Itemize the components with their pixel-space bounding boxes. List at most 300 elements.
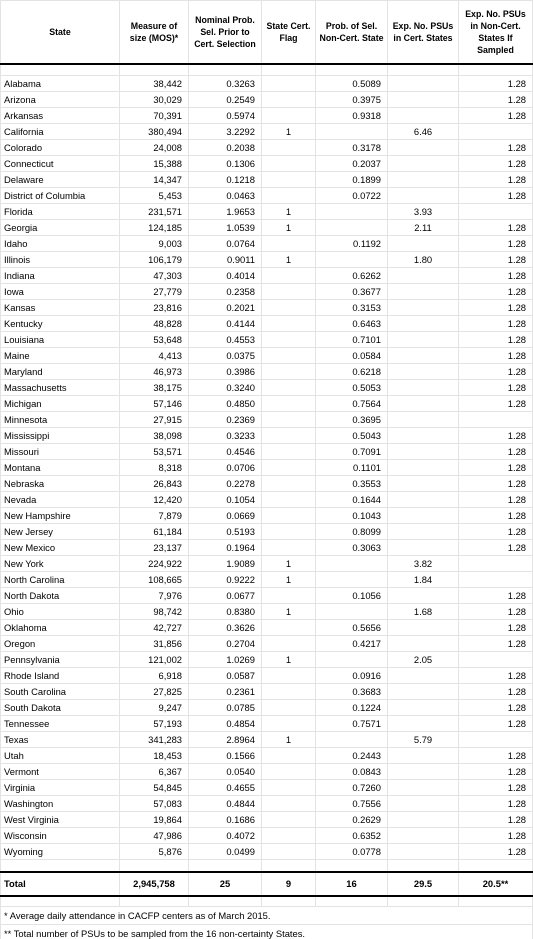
cell-exp-psus-noncert — [459, 556, 533, 572]
cell-cert-flag: 1 — [262, 732, 316, 748]
cell-cert-flag — [262, 668, 316, 684]
cell-mos: 31,856 — [120, 636, 189, 652]
cell-exp-psus-noncert: 1.28 — [459, 748, 533, 764]
cell-mos: 53,648 — [120, 332, 189, 348]
cell-cert-flag — [262, 316, 316, 332]
cell-state: Kentucky — [1, 316, 120, 332]
cell-mos: 9,003 — [120, 236, 189, 252]
cell-prob-noncert: 0.3695 — [316, 412, 388, 428]
cell-prob-noncert — [316, 124, 388, 140]
table-row — [1, 428, 533, 444]
cell-exp-psus-cert: 5.79 — [388, 732, 459, 748]
cell-mos: 7,879 — [120, 508, 189, 524]
cell-exp-psus-cert: 2.05 — [388, 652, 459, 668]
cell-cert-flag — [262, 140, 316, 156]
cell-exp-psus-cert — [388, 396, 459, 412]
cell-exp-psus-noncert: 1.28 — [459, 844, 533, 860]
cell-state: District of Columbia — [1, 188, 120, 204]
cell-nominal-prob: 0.0669 — [189, 508, 262, 524]
cell-mos: 224,922 — [120, 556, 189, 572]
cell-cert-flag — [262, 268, 316, 284]
cell-prob-noncert: 0.7571 — [316, 716, 388, 732]
cell-prob-noncert: 0.5053 — [316, 380, 388, 396]
cell-nominal-prob: 1.9653 — [189, 204, 262, 220]
cell-exp-psus-noncert — [459, 652, 533, 668]
cell-cert-flag: 1 — [262, 572, 316, 588]
cell-nominal-prob: 0.2021 — [189, 300, 262, 316]
total-cell-cert-flag: 9 — [262, 872, 316, 896]
cell-state: Pennsylvania — [1, 652, 120, 668]
footnote-text: ** Total number of PSUs to be sampled from the 16 non-certainty States. — [1, 925, 533, 939]
cell-exp-psus-noncert: 1.28 — [459, 476, 533, 492]
cell-nominal-prob: 1.9089 — [189, 556, 262, 572]
cell-exp-psus-cert — [388, 268, 459, 284]
col-header-exp-psus-cert: Exp. No. PSUs in Cert. States — [388, 1, 459, 64]
cell-state: Texas — [1, 732, 120, 748]
cell-nominal-prob: 0.0463 — [189, 188, 262, 204]
cell-cert-flag — [262, 108, 316, 124]
table-row — [1, 716, 533, 732]
cell-cert-flag — [262, 460, 316, 476]
cell-exp-psus-cert — [388, 636, 459, 652]
cell-exp-psus-noncert: 1.28 — [459, 684, 533, 700]
cell-cert-flag — [262, 716, 316, 732]
cell-exp-psus-noncert — [459, 412, 533, 428]
table-row — [1, 284, 533, 300]
table-row — [1, 460, 533, 476]
cell-state: Oregon — [1, 636, 120, 652]
table-row — [1, 380, 533, 396]
cell-mos: 30,029 — [120, 92, 189, 108]
table-row — [1, 204, 533, 220]
table-row — [1, 300, 533, 316]
cell-state: North Dakota — [1, 588, 120, 604]
cell-exp-psus-noncert: 1.28 — [459, 604, 533, 620]
table-row — [1, 156, 533, 172]
footnote-row — [1, 925, 533, 939]
cell-exp-psus-cert: 1.68 — [388, 604, 459, 620]
cell-state: Alabama — [1, 76, 120, 92]
total-cell-prob-noncert: 16 — [316, 872, 388, 896]
cell-nominal-prob: 0.4844 — [189, 796, 262, 812]
cell-prob-noncert: 0.1224 — [316, 700, 388, 716]
cell-mos: 341,283 — [120, 732, 189, 748]
cell-state: Georgia — [1, 220, 120, 236]
cell-exp-psus-noncert: 1.28 — [459, 284, 533, 300]
table-row — [1, 844, 533, 860]
cell-state: Nebraska — [1, 476, 120, 492]
cell-prob-noncert: 0.3153 — [316, 300, 388, 316]
cell-exp-psus-noncert: 1.28 — [459, 92, 533, 108]
cell-nominal-prob: 0.1218 — [189, 172, 262, 188]
cell-exp-psus-noncert: 1.28 — [459, 428, 533, 444]
cell-exp-psus-noncert: 1.28 — [459, 348, 533, 364]
table-row — [1, 508, 533, 524]
cell-mos: 121,002 — [120, 652, 189, 668]
cell-prob-noncert: 0.3677 — [316, 284, 388, 300]
col-header-mos: Measure of size (MOS)* — [120, 1, 189, 64]
cell-prob-noncert: 0.6218 — [316, 364, 388, 380]
cell-prob-noncert: 0.1899 — [316, 172, 388, 188]
cell-prob-noncert: 0.7564 — [316, 396, 388, 412]
cell-exp-psus-noncert: 1.28 — [459, 828, 533, 844]
cell-exp-psus-noncert: 1.28 — [459, 108, 533, 124]
cell-state: Vermont — [1, 764, 120, 780]
cell-exp-psus-noncert: 1.28 — [459, 588, 533, 604]
table-row — [1, 412, 533, 428]
cell-exp-psus-noncert: 1.28 — [459, 492, 533, 508]
cell-cert-flag: 1 — [262, 556, 316, 572]
cell-mos: 48,828 — [120, 316, 189, 332]
cell-nominal-prob: 0.4553 — [189, 332, 262, 348]
cell-cert-flag — [262, 76, 316, 92]
cell-cert-flag — [262, 492, 316, 508]
cell-exp-psus-noncert: 1.28 — [459, 444, 533, 460]
cell-mos: 380,494 — [120, 124, 189, 140]
cell-cert-flag — [262, 428, 316, 444]
cell-mos: 38,175 — [120, 380, 189, 396]
col-header-exp-psus-noncert: Exp. No. PSUs in Non-Cert. States If Sampled — [459, 1, 533, 64]
cell-cert-flag — [262, 396, 316, 412]
cell-prob-noncert: 0.4217 — [316, 636, 388, 652]
cell-exp-psus-cert — [388, 444, 459, 460]
table-row — [1, 108, 533, 124]
cell-exp-psus-cert — [388, 236, 459, 252]
cell-nominal-prob: 0.4072 — [189, 828, 262, 844]
table-row — [1, 764, 533, 780]
total-cell-mos: 2,945,758 — [120, 872, 189, 896]
cell-mos: 27,915 — [120, 412, 189, 428]
cell-mos: 98,742 — [120, 604, 189, 620]
cell-exp-psus-noncert — [459, 124, 533, 140]
cell-cert-flag: 1 — [262, 220, 316, 236]
footnote-row — [1, 907, 533, 925]
cell-nominal-prob: 0.2361 — [189, 684, 262, 700]
cell-exp-psus-cert — [388, 812, 459, 828]
cell-nominal-prob: 0.1566 — [189, 748, 262, 764]
cell-prob-noncert: 0.1644 — [316, 492, 388, 508]
cell-mos: 26,843 — [120, 476, 189, 492]
table-row — [1, 476, 533, 492]
cell-state: Montana — [1, 460, 120, 476]
cell-state: Indiana — [1, 268, 120, 284]
header-row — [1, 1, 533, 64]
cell-mos: 5,876 — [120, 844, 189, 860]
cell-exp-psus-cert: 6.46 — [388, 124, 459, 140]
cell-state: Massachusetts — [1, 380, 120, 396]
cell-exp-psus-cert — [388, 588, 459, 604]
cell-state: Rhode Island — [1, 668, 120, 684]
cell-exp-psus-cert — [388, 364, 459, 380]
cell-nominal-prob: 0.0785 — [189, 700, 262, 716]
cell-exp-psus-cert — [388, 796, 459, 812]
cell-mos: 5,453 — [120, 188, 189, 204]
cell-state: Tennessee — [1, 716, 120, 732]
cell-exp-psus-cert — [388, 540, 459, 556]
table-row — [1, 268, 533, 284]
cell-prob-noncert: 0.5089 — [316, 76, 388, 92]
cell-exp-psus-noncert: 1.28 — [459, 700, 533, 716]
cell-exp-psus-cert — [388, 316, 459, 332]
cell-exp-psus-cert: 3.82 — [388, 556, 459, 572]
cell-cert-flag — [262, 92, 316, 108]
cell-exp-psus-noncert: 1.28 — [459, 236, 533, 252]
cell-mos: 42,727 — [120, 620, 189, 636]
cell-exp-psus-noncert — [459, 204, 533, 220]
total-row — [1, 872, 533, 896]
cell-cert-flag — [262, 332, 316, 348]
cell-nominal-prob: 2.8964 — [189, 732, 262, 748]
cell-cert-flag — [262, 764, 316, 780]
col-header-state: State — [1, 1, 120, 64]
cell-cert-flag — [262, 828, 316, 844]
cell-exp-psus-cert — [388, 108, 459, 124]
cell-exp-psus-noncert: 1.28 — [459, 380, 533, 396]
footnote-text: * Average daily attendance in CACFP centers as of March 2015. — [1, 907, 533, 925]
cell-cert-flag — [262, 812, 316, 828]
cell-mos: 47,303 — [120, 268, 189, 284]
table-row — [1, 556, 533, 572]
table-row — [1, 732, 533, 748]
cell-nominal-prob: 0.4850 — [189, 396, 262, 412]
cell-nominal-prob: 0.3240 — [189, 380, 262, 396]
cell-cert-flag — [262, 524, 316, 540]
cell-prob-noncert: 0.2037 — [316, 156, 388, 172]
cell-state: North Carolina — [1, 572, 120, 588]
cell-mos: 24,008 — [120, 140, 189, 156]
cell-exp-psus-cert — [388, 844, 459, 860]
cell-exp-psus-cert: 3.93 — [388, 204, 459, 220]
table-row — [1, 572, 533, 588]
cell-state: Wyoming — [1, 844, 120, 860]
cell-nominal-prob: 0.5974 — [189, 108, 262, 124]
cell-mos: 38,442 — [120, 76, 189, 92]
cell-state: Missouri — [1, 444, 120, 460]
cell-state: Idaho — [1, 236, 120, 252]
cell-state: Connecticut — [1, 156, 120, 172]
cell-exp-psus-cert: 1.80 — [388, 252, 459, 268]
cell-cert-flag — [262, 156, 316, 172]
table-row — [1, 748, 533, 764]
cell-exp-psus-noncert: 1.28 — [459, 620, 533, 636]
cell-exp-psus-noncert: 1.28 — [459, 780, 533, 796]
cell-nominal-prob: 0.4854 — [189, 716, 262, 732]
cell-state: Washington — [1, 796, 120, 812]
cell-nominal-prob: 0.0587 — [189, 668, 262, 684]
cell-prob-noncert: 0.2443 — [316, 748, 388, 764]
table-row — [1, 652, 533, 668]
cell-state: West Virginia — [1, 812, 120, 828]
cell-cert-flag — [262, 476, 316, 492]
cell-mos: 18,453 — [120, 748, 189, 764]
cell-prob-noncert: 0.1192 — [316, 236, 388, 252]
cell-nominal-prob: 0.1054 — [189, 492, 262, 508]
cell-mos: 38,098 — [120, 428, 189, 444]
cell-exp-psus-cert: 2.11 — [388, 220, 459, 236]
cell-cert-flag — [262, 364, 316, 380]
cell-state: South Dakota — [1, 700, 120, 716]
table-row — [1, 796, 533, 812]
cell-prob-noncert: 0.7091 — [316, 444, 388, 460]
cell-exp-psus-noncert: 1.28 — [459, 540, 533, 556]
cell-prob-noncert: 0.8099 — [316, 524, 388, 540]
cell-exp-psus-cert — [388, 620, 459, 636]
cell-mos: 4,413 — [120, 348, 189, 364]
cell-nominal-prob: 0.5193 — [189, 524, 262, 540]
spacer-row — [1, 860, 533, 872]
cell-nominal-prob: 0.2358 — [189, 284, 262, 300]
cell-exp-psus-cert — [388, 92, 459, 108]
cell-cert-flag — [262, 700, 316, 716]
cell-prob-noncert: 0.6352 — [316, 828, 388, 844]
cell-nominal-prob: 0.0764 — [189, 236, 262, 252]
cell-prob-noncert: 0.3683 — [316, 684, 388, 700]
cell-exp-psus-noncert: 1.28 — [459, 76, 533, 92]
cell-cert-flag — [262, 444, 316, 460]
cell-nominal-prob: 0.0677 — [189, 588, 262, 604]
cell-nominal-prob: 0.0540 — [189, 764, 262, 780]
cell-cert-flag: 1 — [262, 652, 316, 668]
cell-prob-noncert: 0.1043 — [316, 508, 388, 524]
spacer-row — [1, 896, 533, 907]
cell-mos: 23,137 — [120, 540, 189, 556]
cell-exp-psus-noncert: 1.28 — [459, 460, 533, 476]
cell-mos: 57,193 — [120, 716, 189, 732]
table-row — [1, 492, 533, 508]
cell-state: Wisconsin — [1, 828, 120, 844]
cell-exp-psus-cert — [388, 700, 459, 716]
table-row — [1, 604, 533, 620]
cell-prob-noncert: 0.1101 — [316, 460, 388, 476]
cell-prob-noncert: 0.3063 — [316, 540, 388, 556]
table-row — [1, 396, 533, 412]
cell-state: Kansas — [1, 300, 120, 316]
cell-mos: 6,367 — [120, 764, 189, 780]
cell-nominal-prob: 0.4014 — [189, 268, 262, 284]
cell-state: New Mexico — [1, 540, 120, 556]
cell-state: Mississippi — [1, 428, 120, 444]
cell-cert-flag — [262, 684, 316, 700]
cell-nominal-prob: 0.2038 — [189, 140, 262, 156]
cell-prob-noncert: 0.0722 — [316, 188, 388, 204]
table-row — [1, 636, 533, 652]
cell-exp-psus-noncert: 1.28 — [459, 316, 533, 332]
cell-prob-noncert: 0.1056 — [316, 588, 388, 604]
cell-nominal-prob: 0.4546 — [189, 444, 262, 460]
cell-cert-flag — [262, 380, 316, 396]
cell-cert-flag — [262, 748, 316, 764]
cell-state: New York — [1, 556, 120, 572]
cell-nominal-prob: 0.2549 — [189, 92, 262, 108]
table-row — [1, 188, 533, 204]
table-row — [1, 332, 533, 348]
cell-exp-psus-cert — [388, 428, 459, 444]
cell-exp-psus-cert — [388, 764, 459, 780]
cell-mos: 9,247 — [120, 700, 189, 716]
cell-mos: 70,391 — [120, 108, 189, 124]
cell-mos: 12,420 — [120, 492, 189, 508]
cell-prob-noncert — [316, 732, 388, 748]
cell-exp-psus-noncert: 1.28 — [459, 636, 533, 652]
cell-state: Minnesota — [1, 412, 120, 428]
cell-prob-noncert: 0.3178 — [316, 140, 388, 156]
total-cell-exp-psus-cert: 29.5 — [388, 872, 459, 896]
cell-prob-noncert — [316, 556, 388, 572]
cell-mos: 124,185 — [120, 220, 189, 236]
cell-cert-flag — [262, 188, 316, 204]
cell-mos: 54,845 — [120, 780, 189, 796]
cell-prob-noncert — [316, 204, 388, 220]
cell-prob-noncert: 0.0778 — [316, 844, 388, 860]
cell-exp-psus-noncert: 1.28 — [459, 156, 533, 172]
spacer-row — [1, 64, 533, 76]
cell-nominal-prob: 3.2292 — [189, 124, 262, 140]
cell-mos: 108,665 — [120, 572, 189, 588]
cell-exp-psus-cert: 1.84 — [388, 572, 459, 588]
cell-prob-noncert — [316, 652, 388, 668]
col-header-nominal-prob: Nominal Prob. Sel. Prior to Cert. Selection — [189, 1, 262, 64]
cell-state: California — [1, 124, 120, 140]
cell-mos: 8,318 — [120, 460, 189, 476]
cell-mos: 19,864 — [120, 812, 189, 828]
cell-exp-psus-cert — [388, 284, 459, 300]
cell-state: Oklahoma — [1, 620, 120, 636]
cell-mos: 27,825 — [120, 684, 189, 700]
table-row — [1, 348, 533, 364]
cell-nominal-prob: 0.4144 — [189, 316, 262, 332]
cell-exp-psus-noncert: 1.28 — [459, 172, 533, 188]
table-row — [1, 172, 533, 188]
cell-exp-psus-noncert: 1.28 — [459, 220, 533, 236]
cell-nominal-prob: 0.9011 — [189, 252, 262, 268]
cell-nominal-prob: 0.1964 — [189, 540, 262, 556]
cell-exp-psus-noncert: 1.28 — [459, 796, 533, 812]
cell-exp-psus-cert — [388, 380, 459, 396]
total-cell-nominal-prob: 25 — [189, 872, 262, 896]
cell-exp-psus-cert — [388, 508, 459, 524]
cell-mos: 27,779 — [120, 284, 189, 300]
cell-prob-noncert: 0.7260 — [316, 780, 388, 796]
cell-exp-psus-noncert: 1.28 — [459, 396, 533, 412]
cell-exp-psus-noncert: 1.28 — [459, 364, 533, 380]
cell-state: Virginia — [1, 780, 120, 796]
cell-state: Nevada — [1, 492, 120, 508]
cell-prob-noncert: 0.0916 — [316, 668, 388, 684]
cell-mos: 6,918 — [120, 668, 189, 684]
cell-exp-psus-noncert: 1.28 — [459, 140, 533, 156]
cell-nominal-prob: 1.0269 — [189, 652, 262, 668]
cell-nominal-prob: 0.9222 — [189, 572, 262, 588]
cell-mos: 57,146 — [120, 396, 189, 412]
cell-cert-flag — [262, 588, 316, 604]
cell-cert-flag — [262, 348, 316, 364]
cell-prob-noncert: 0.5043 — [316, 428, 388, 444]
cell-exp-psus-cert — [388, 476, 459, 492]
cell-cert-flag — [262, 780, 316, 796]
total-cell-exp-psus-noncert: 20.5** — [459, 872, 533, 896]
cell-cert-flag — [262, 540, 316, 556]
cell-nominal-prob: 0.3233 — [189, 428, 262, 444]
cell-cert-flag: 1 — [262, 204, 316, 220]
cell-state: Maryland — [1, 364, 120, 380]
cell-mos: 7,976 — [120, 588, 189, 604]
cell-exp-psus-cert — [388, 780, 459, 796]
table-row — [1, 620, 533, 636]
cell-exp-psus-cert — [388, 332, 459, 348]
cell-nominal-prob: 0.0499 — [189, 844, 262, 860]
cell-exp-psus-noncert: 1.28 — [459, 268, 533, 284]
cell-exp-psus-cert — [388, 156, 459, 172]
